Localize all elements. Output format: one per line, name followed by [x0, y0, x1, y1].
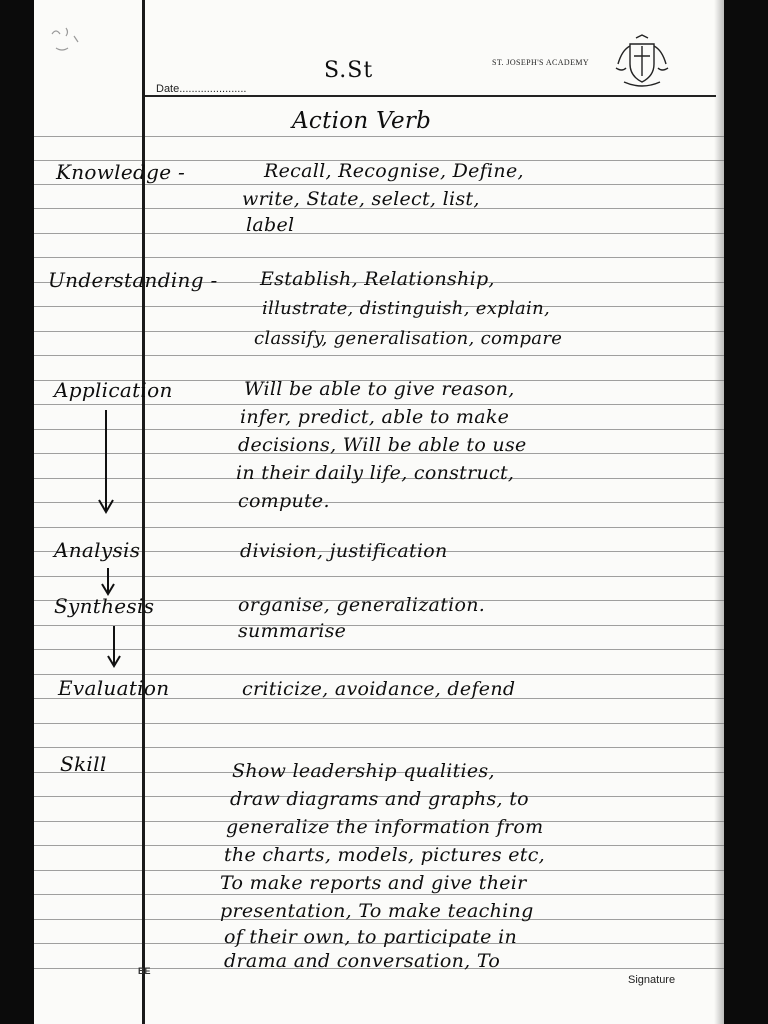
corner-doodle	[44, 22, 104, 62]
skill-line-4: the charts, models, pictures etc,	[224, 844, 546, 866]
skill-line-1: Show leadership qualities,	[232, 760, 495, 782]
notebook-page	[34, 0, 724, 1024]
skill-line-8: drama and conversation, To	[224, 950, 501, 972]
school-name: ST. JOSEPH'S ACADEMY	[492, 58, 590, 67]
page-title: Action Verb	[292, 108, 432, 134]
date-label: Date......................	[156, 83, 247, 95]
analysis-line-1: division, justification	[240, 540, 448, 562]
skill-line-2: draw diagrams and graphs, to	[230, 788, 529, 810]
school-crest-icon	[610, 34, 674, 90]
application-line-5: compute.	[238, 490, 330, 512]
skill-line-6: presentation, To make teaching	[220, 900, 534, 922]
header-rule	[144, 95, 716, 97]
application-line-2: infer, predict, able to make	[240, 406, 510, 428]
understanding-line-3: classify, generalisation, compare	[254, 328, 563, 349]
signature-label: Signature	[628, 974, 676, 986]
term-knowledge: Knowledge -	[56, 160, 186, 184]
subject-heading: S.St	[324, 58, 374, 83]
synthesis-line-1: organise, generalization.	[238, 594, 486, 616]
skill-line-7: of their own, to participate in	[224, 926, 517, 948]
page-code: BE	[138, 966, 151, 976]
knowledge-line-2: write, State, select, list,	[242, 188, 480, 210]
term-evaluation: Evaluation	[58, 676, 170, 700]
arrow-down-icon	[106, 624, 122, 668]
synthesis-line-2: summarise	[238, 620, 347, 642]
term-application: Application	[54, 378, 173, 402]
term-understanding: Understanding -	[48, 268, 218, 292]
understanding-line-2: illustrate, distinguish, explain,	[262, 298, 551, 319]
term-skill: Skill	[60, 752, 107, 776]
evaluation-line-1: criticize, avoidance, defend	[242, 678, 516, 700]
understanding-line-1: Establish, Relationship,	[260, 268, 495, 290]
skill-line-5: To make reports and give their	[220, 872, 527, 894]
margin-line	[142, 0, 145, 1024]
application-line-4: in their daily life, construct,	[236, 462, 515, 484]
knowledge-line-1: Recall, Recognise, Define,	[264, 160, 524, 182]
application-line-3: decisions, Will be able to use	[238, 434, 527, 456]
skill-line-3: generalize the information from	[226, 816, 544, 838]
term-analysis: Analysis	[54, 538, 141, 562]
term-synthesis: Synthesis	[54, 594, 155, 618]
arrow-down-icon	[100, 566, 116, 596]
knowledge-line-3: label	[246, 214, 295, 236]
arrow-down-icon	[96, 408, 116, 518]
application-line-1: Will be able to give reason,	[244, 378, 515, 400]
